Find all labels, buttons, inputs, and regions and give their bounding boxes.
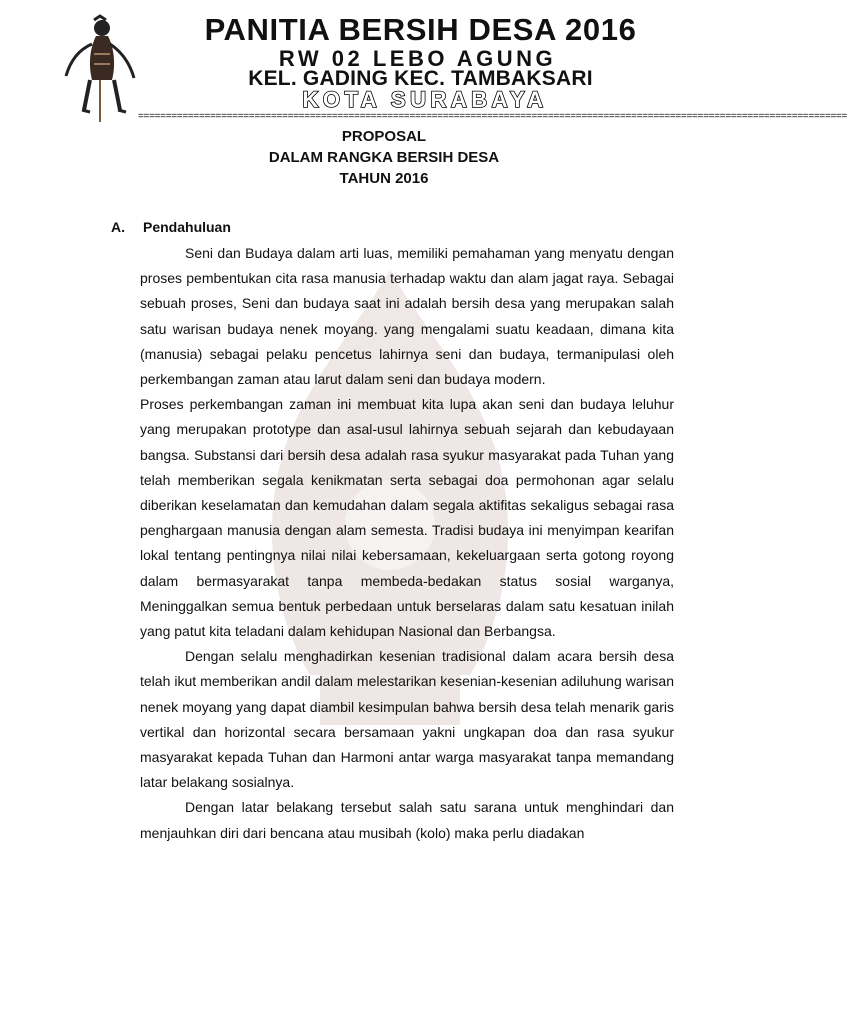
paragraph: Dengan selalu menghadirkan kesenian tradisional dalam acara bersih desa telah ikut memberikan andil dalam melestarikan kesenian-kesenian adiluhung warisan nenek moyang yang dapat diambil kesimpulan bahwa bersih desa telah menarik garis vertikal dan horizontal secara bersamaan yakni ungkapan doa dan rasa syukur masyarakat kepada Tuhan dan Harmoni antar warga masyarakat tanpa memandang latar belakang sosialnya. <box>140 648 674 791</box>
paragraph: Seni dan Budaya dalam arti luas, memiliki pemahaman yang menyatu dengan proses pembentukan cita rasa manusia terhadap waktu dan alam jagat raya. Sebagai sebuah proses, Seni dan budaya saat ini adalah bersih desa yang merupakan salah satu warisan budaya nenek moyang. yang mengalami suatu keadaan, dimana kita (manusia) sebagai pelaku pencetus lahirnya seni dan budaya, termanipulasi oleh perkembangan zaman atau larut dalam seni dan budaya modern. <box>140 245 674 388</box>
paragraph: Dengan latar belakang tersebut salah satu sarana untuk menghindari dan menjauhkan diri dari bencana atau musibah (kolo) maka perlu diadakan <box>140 799 674 841</box>
rw-title: RW 02 LEBO AGUNG <box>278 46 557 71</box>
wayang-puppet-icon <box>60 14 140 122</box>
header-rule: ================================================================================================================================ <box>138 111 847 122</box>
document-subtitle: DALAM RANGKA BERSIH DESA <box>268 149 500 166</box>
letterhead <box>0 0 847 130</box>
district-title: KEL. GADING KEC. TAMBAKSARI <box>248 67 593 90</box>
committee-title: PANITIA BERSIH DESA 2016 <box>204 12 637 47</box>
city-title: KOTA SURABAYA <box>302 87 548 112</box>
section-heading <box>111 218 231 236</box>
body-text <box>140 241 674 846</box>
document-title: PROPOSAL <box>341 128 427 145</box>
section-number: A. <box>111 219 125 235</box>
section-title: Pendahuluan <box>143 219 231 235</box>
paragraph: Proses perkembangan zaman ini membuat kita lupa akan seni dan budaya leluhur yang merupakan prototype dan asal-usul lahirnya sebuah sejarah dan kebudayaan bangsa. Substansi dari bersih desa adalah rasa syukur masyarakat pada Tuhan yang telah memberikan segala kenikmatan serta sebagai doa permohonan agar selalu diberikan keselamatan dan kemudahan dalam segala aktifitas sekaligus sebagai rasa penghargaan manusia dengan alam semesta. Tradisi budaya ini menyimpan kearifan lokal tentang pentingnya nilai nilai kebersamaan, kekeluargaan serta gotong royong dalam bermasyarakat tanpa membeda-bedakan status sosial warganya, Meninggalkan semua bentuk perbedaan untuk berselaras dalam satu kesatuan inilah yang patut kita teladani dalam kehidupan Nasional dan Berbangsa. <box>140 396 674 640</box>
document-year: TAHUN 2016 <box>339 170 429 187</box>
